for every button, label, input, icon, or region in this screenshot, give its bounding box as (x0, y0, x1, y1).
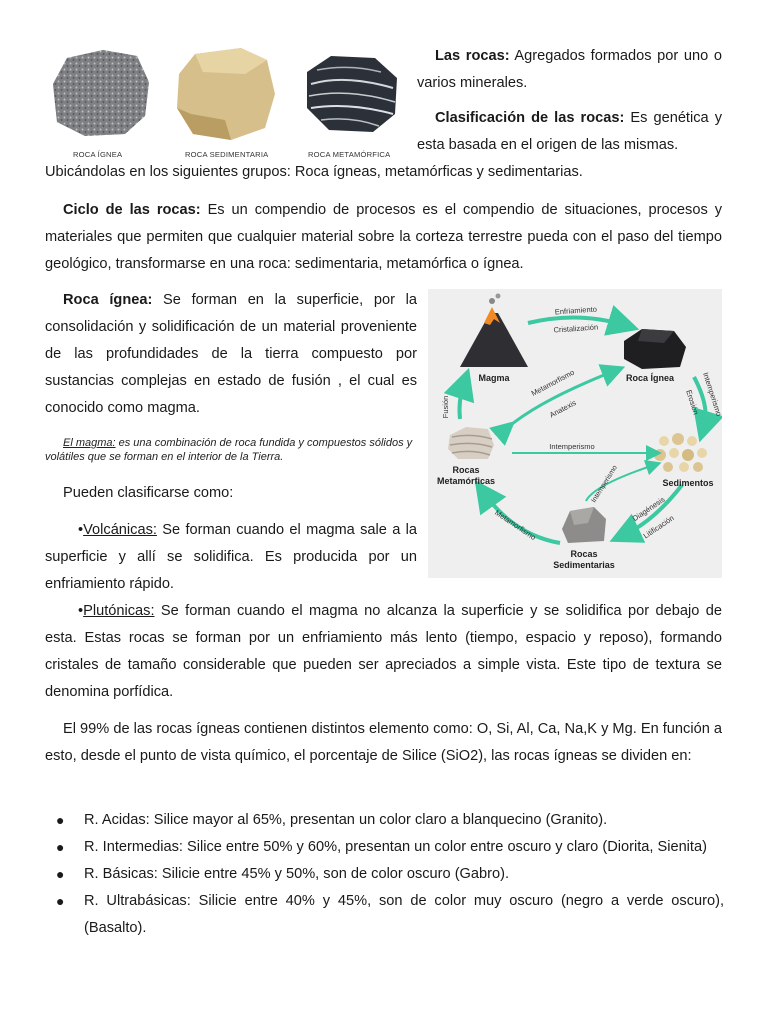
label-metamorfismo-top: Metamorfismo (529, 367, 576, 398)
list-item: ● R. Básicas: Silicie entre 45% y 50%, son de color oscuro (Gabro). (56, 866, 510, 882)
label-magma: Magma (478, 373, 510, 383)
bullet-dot: • (78, 603, 84, 619)
label-fusion: Fusión (441, 395, 450, 419)
magma-note-text: es una combinación de roca fundida y compuestos sólidos y volátiles que se forman en el interior de la Tierra. (45, 437, 413, 463)
clasificacion-text-a: Es genética y esta basada en el origen de las mismas. (417, 110, 722, 153)
label-sedimentarias-1: Rocas (570, 549, 598, 559)
rock-label-sedimentaria: ROCA SEDIMENTARIA (185, 150, 269, 159)
label-roca-ignea: Roca Ígnea (625, 373, 675, 383)
label-intemperismo-right: Intemperismo (701, 371, 722, 418)
metamorphic-rock-icon (448, 427, 494, 459)
metamorphic-rock-image (307, 56, 397, 132)
ciclo-text: Es un compendio de procesos es el compendio de situaciones, procesos y materiales que permiten que cualquier material sobre la corteza terrestre pueda con el paso del tiempo geológico, transformarse en una roca: sedimentaria, metamórfica o ígnea. (45, 202, 722, 272)
label-sedimentos: Sedimentos (662, 478, 714, 488)
label-metamorficas-2: Metamórficas (436, 476, 496, 486)
sediments-icon (654, 433, 707, 472)
label-intemperismo-mid: Intemperismo (549, 442, 595, 451)
rock-images (45, 44, 405, 162)
clasificacion-title: Clasificación de las rocas: (435, 110, 625, 126)
clasificacion-definition (417, 105, 722, 159)
label-metamorficas-1: Rocas (452, 465, 480, 475)
rock-cycle-diagram (428, 289, 722, 578)
ciclo-title: Ciclo de las rocas: (63, 202, 201, 218)
volcanicas-text: Se forman cuando el magma sale a la superficie y allí se solidifica. Es producida por un enfriamiento rápido. (45, 522, 417, 592)
plutonicas-text: Se forman cuando el magma no alcanza la superficie y se solidifica por debajo de esta. Estas rocas se forman por un enfriamiento más lento (tiempo, espacio y reposo), formando cristales de tamaño considerable que pueden ser apreciados a simple vista. Este tipo de textura se denomina porfídica. (45, 603, 722, 700)
tipos-list (56, 807, 724, 942)
label-cristalizacion: Cristalización (553, 322, 599, 335)
clasifican-intro: Pueden clasificarse como: (63, 485, 234, 501)
rocas-text: Agregados formados por uno o varios minerales. (417, 48, 722, 91)
clasificacion-groups: Ubicándolas en los siguientes grupos: Roca ígneas, metamórficas y sedimentarias. (45, 164, 583, 180)
sedimentary-rock-image (177, 48, 275, 140)
list-item: ● R. Ultrabásicas: Silicie entre 40% y 45%, son de color muy oscuro (negro a verde oscuro), (Basalto). (56, 893, 724, 936)
label-anatexis: Anatexis (548, 398, 578, 420)
rocas-definition (417, 43, 722, 97)
plutonicas-term: Plutónicas: (83, 603, 155, 619)
label-litificacion: Litificación (641, 513, 676, 541)
elementos-paragraph: El 99% de las rocas ígneas contienen distintos elemento como: O, Si, Al, Ca, Na,K y Mg. En función a esto, desde el punto de vista químico, el porcentaje de Silice (SiO2), las rocas ígneas se dividen en: (45, 721, 722, 764)
bullet-dot: • (78, 522, 84, 538)
label-enfriamiento: Enfriamiento (554, 304, 598, 317)
arrow-metamorfismo-bottom (484, 493, 560, 543)
igneous-rock-icon (624, 329, 686, 369)
sedimentary-rock-icon (562, 507, 606, 543)
rock-cycle-svg (428, 289, 722, 578)
plutonicas-item (45, 598, 722, 706)
label-metamorfismo-bottom: Metamorfismo (493, 507, 538, 542)
rocas-title: Las rocas: (435, 48, 510, 64)
label-diagenesis: Diagénesis (630, 494, 667, 524)
roca-ignea-paragraph (45, 287, 417, 422)
list-item: ● R. Acidas: Silice mayor al 65%, presentan un color claro a blanquecino (Granito). (56, 812, 608, 828)
arrow-fusion (460, 383, 465, 419)
magma-note (45, 436, 417, 464)
igneous-rock-image (53, 50, 149, 136)
label-intemperismo-diag: Intemperismo (590, 464, 619, 505)
roca-ignea-title: Roca ígnea: (63, 292, 153, 308)
label-sedimentarias-2: Sedimentarias (553, 560, 615, 570)
volcanicas-item (45, 517, 417, 598)
roca-ignea-text: Se forman en la superficie, por la consolidación y solidificación de un material proveniente de las profundidades de la tierra compuesto por sustancias complejas en estado de fusión , el cual es conocido como magma. (45, 292, 417, 416)
volcano-icon (460, 294, 528, 368)
rock-label-ignea: ROCA ÍGNEA (73, 150, 123, 159)
rocks-photo (45, 44, 405, 162)
list-item: ● R. Intermedias: Silice entre 50% y 60%, presentan un color entre oscuro y claro (Diorita, Sienita) (56, 839, 707, 855)
magma-term: El magma: (63, 437, 116, 449)
volcanicas-term: Volcánicas: (83, 522, 157, 538)
ciclo-paragraph (45, 197, 722, 278)
label-erosion: Erosión (684, 388, 701, 416)
rock-label-metamorfica: ROCA METAMÓRFICA (308, 150, 391, 159)
